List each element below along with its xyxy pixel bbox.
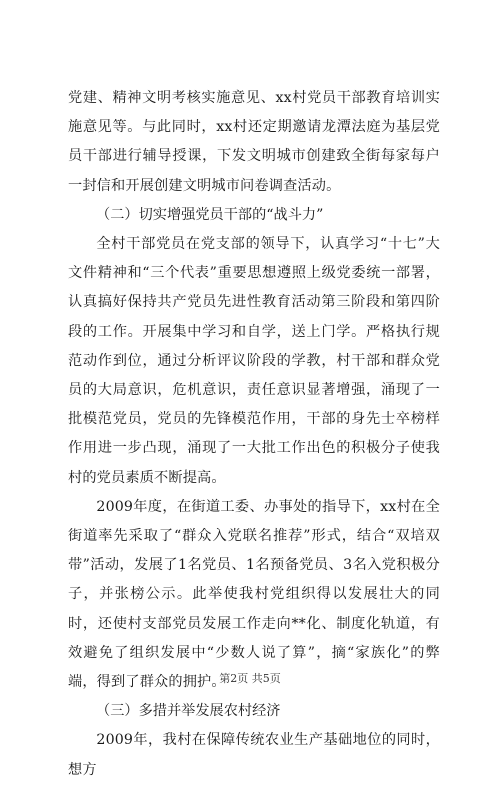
paragraph-party-study: 全村干部党员在党支部的领导下，认真学习“十七”大文件精神和“三个代表”重要思想遵照上级党委统一部署，认真搞好保持共产党员先进性教育活动第三阶段和第四阶段的工作。开展集中学习和自学，送上门学。严格执行规范动作到位，通过分析评议阶段的学教，村干部和群众党员的大局意识，危机意识，责任意识显著增强，涌现了一批模范党员，党员的先锋模范作用，干部的身先士卒榜样作用进一步凸现，涌现了一大批工作出色的积极分子使我村的党员素质不断提高。 <box>68 236 440 486</box>
section-heading-3: （三）多措并举发展农村经济 <box>96 703 281 720</box>
page-number-footer: 第2页 共5页 <box>219 672 281 685</box>
paragraph-2009-recruitment: 2009年度，在街道工委、办事处的指导下，xx村在全街道率先采取了“群众入党联名推荐”形式，结合“双培双带”活动，发展了1名党员、1名预备党员、3名入党积极分子，并张榜公示。此举使我村党组织得以发展壮大的同时，还使村支部党员发展工作走向**化、制度化轨道，有效避免了组织发展中“少数人说了算”，摘“家族化”的弊端，得到了群众的拥护。 <box>68 498 440 691</box>
paragraph-continuation: 党建、精神文明考核实施意见、xx村党员干部教育培训实施意见等。与此同时，xx村还定期邀请龙潭法庭为基层党员干部进行辅导授课，下发文明城市创建致全街每家每户一封信和开展创建文明城市问卷调查活动。 <box>68 90 440 194</box>
paragraph-2009-economy: 2009年，我村在保障传统农业生产基础地位的同时，想方 <box>68 732 440 778</box>
section-heading-2: （二）切实增强党员干部的“战斗力” <box>96 206 324 223</box>
